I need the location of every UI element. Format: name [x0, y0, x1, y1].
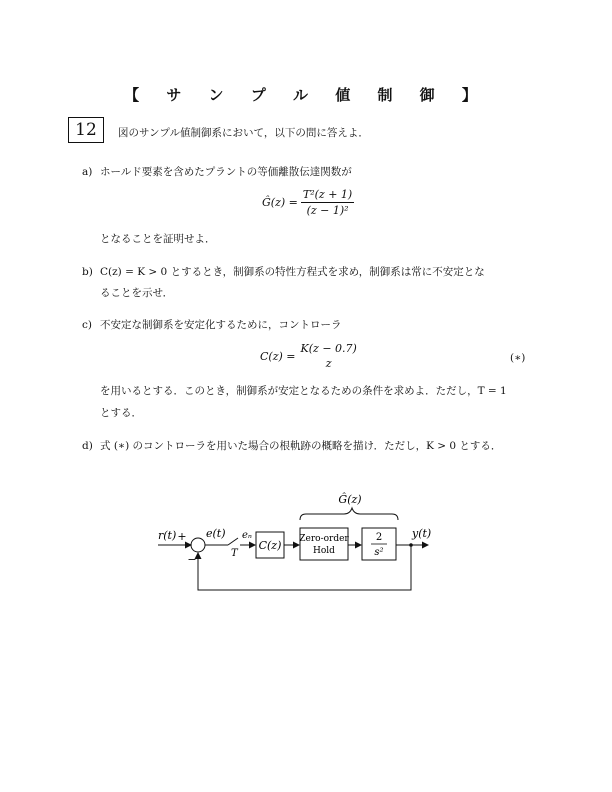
zoh-label-line1: Zero-order	[299, 534, 349, 544]
ghat-brace	[300, 508, 398, 520]
signal-r-label: r(t)	[158, 529, 177, 542]
part-c-label: c)	[82, 319, 92, 331]
equation-tag: (∗)	[510, 352, 526, 364]
signal-e-label: e(t)	[206, 527, 226, 540]
page-title: 【 サ ン プ ル 値 制 御 】	[124, 86, 488, 104]
summing-junction	[191, 538, 205, 552]
part-c-line-after1: を用いるとする．このとき，制御系が安定となるための条件を求めよ．ただし，T = 1	[100, 385, 507, 397]
part-c-line-after2: とする．	[100, 407, 142, 419]
formula-c-denominator: z	[325, 357, 332, 370]
sampling-period-label: T	[231, 548, 238, 559]
part-a-text-after: となることを証明せよ．	[100, 233, 216, 245]
part-b-line1: C(z) = K > 0 とするとき，制御系の特性方程式を求め，制御系は常に不安定とな	[100, 266, 485, 278]
ghat-label: Ĝ(z)	[338, 493, 362, 506]
sampler-switch	[228, 538, 238, 545]
part-b-label: b)	[82, 266, 93, 278]
plus-sign: +	[177, 530, 187, 543]
part-d-label: d)	[82, 440, 93, 452]
part-d-text: 式 (∗) のコントローラを用いた場合の根軌跡の概略を描け．ただし，K > 0 とする．	[100, 440, 502, 452]
signal-y-label: y(t)	[412, 527, 432, 540]
part-c-text: 不安定な制御系を安定化するために，コントローラ	[100, 319, 342, 331]
plant-numerator: 2	[375, 532, 383, 543]
minus-sign: −	[187, 553, 197, 566]
part-a-text: ホールド要素を含めたプラントの等価離散伝達関数が	[100, 166, 352, 178]
formula-c-numerator: K(z − 0.7)	[300, 342, 357, 355]
formula-a-numerator: T²(z + 1)	[302, 188, 353, 201]
formula-a-denominator: (z − 1)²	[306, 204, 349, 217]
problem-intro: 図のサンプル値制御系において，以下の問に答えよ．	[118, 127, 369, 139]
plant-denominator: s²	[374, 547, 384, 558]
part-a-label: a)	[82, 166, 93, 178]
problem-number-box: 12	[68, 117, 104, 143]
signal-en-label: eₙ	[242, 530, 252, 541]
part-b-line2: ることを示せ．	[100, 287, 174, 299]
controller-label: C(z)	[258, 539, 282, 552]
zoh-label-line2: Hold	[313, 546, 335, 556]
formula-c-lhs: C(z) =	[260, 349, 296, 363]
formula-a-lhs: Ĝ(z) =	[262, 196, 298, 209]
